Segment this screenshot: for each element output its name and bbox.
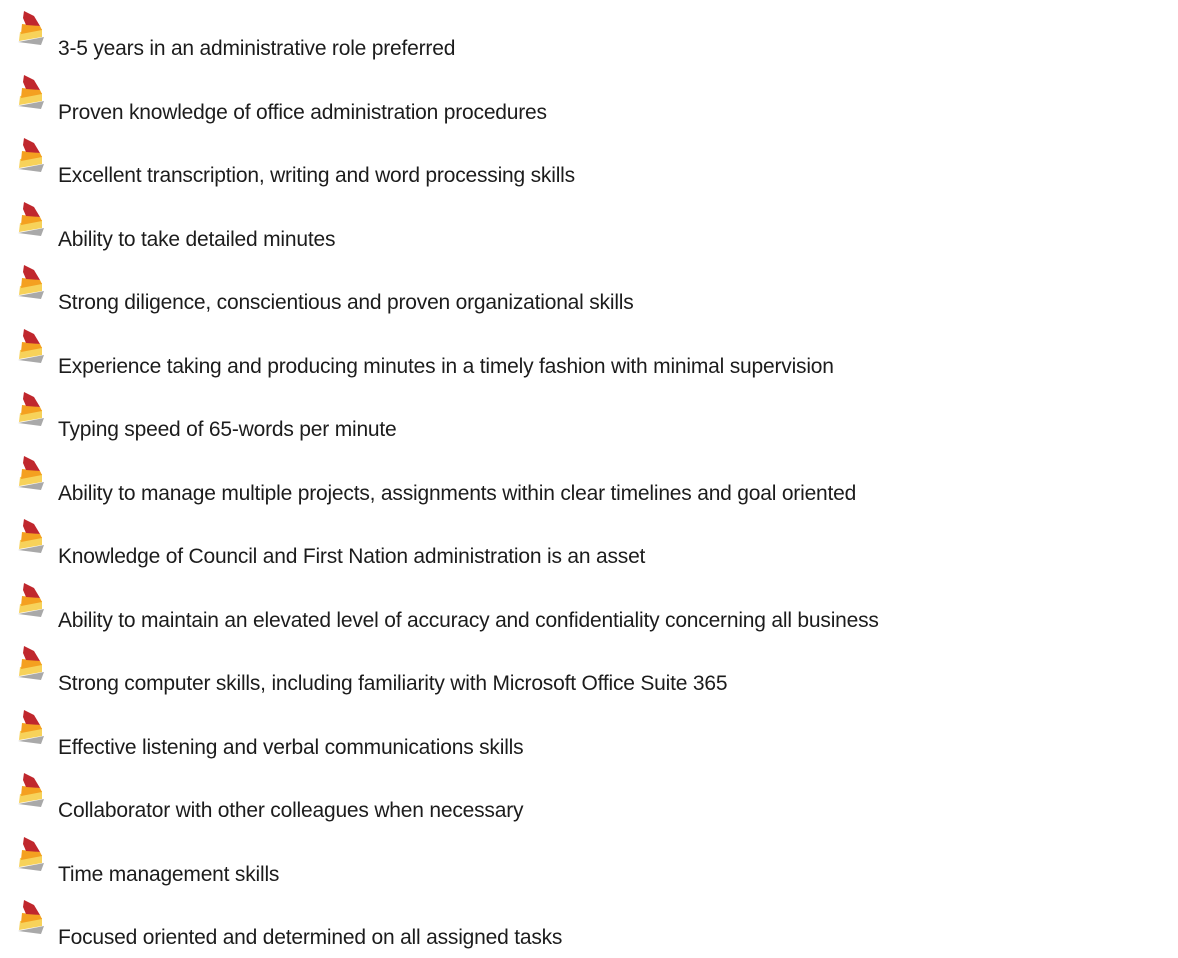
arrow-bullet-icon <box>14 455 48 491</box>
list-item-text: Knowledge of Council and First Nation administration is an asset <box>58 545 646 568</box>
list-item <box>0 68 1178 132</box>
list-item-text: Strong computer skills, including familiarity with Microsoft Office Suite 365 <box>58 672 728 695</box>
list-item <box>0 576 1178 640</box>
arrow-bullet-icon <box>14 74 48 110</box>
list-item-text: Effective listening and verbal communications skills <box>58 735 524 759</box>
arrow-bullet-icon <box>14 201 48 237</box>
list-item <box>0 258 1178 322</box>
list-item <box>0 893 1178 957</box>
list-item-text: Proven knowledge of office administration procedures <box>58 100 547 124</box>
list-item-text: Ability to maintain an elevated level of accuracy and confidentiality concerning all business <box>58 608 879 632</box>
list-item-text: Strong diligence, conscientious and proven organizational skills <box>58 291 634 314</box>
list-item <box>0 766 1178 830</box>
arrow-bullet-icon <box>14 264 48 300</box>
list-item <box>0 131 1178 195</box>
arrow-bullet-icon <box>14 645 48 681</box>
list-item <box>0 322 1178 386</box>
arrow-bullet-icon <box>14 709 48 745</box>
arrow-bullet-icon <box>14 328 48 364</box>
arrow-bullet-icon <box>14 836 48 872</box>
arrow-bullet-icon <box>14 391 48 427</box>
list-item <box>0 639 1178 703</box>
arrow-bullet-icon <box>14 10 48 46</box>
arrow-bullet-icon <box>14 137 48 173</box>
arrow-bullet-icon <box>14 772 48 808</box>
arrow-bullet-icon <box>14 582 48 618</box>
requirements-list <box>0 4 1178 957</box>
list-item <box>0 830 1178 894</box>
list-item-text: Ability to manage multiple projects, assignments within clear timelines and goal oriented <box>58 481 857 505</box>
list-item <box>0 449 1178 513</box>
list-item-text: Focused oriented and determined on all assigned tasks <box>58 926 563 949</box>
list-item-text: Typing speed of 65-words per minute <box>58 418 397 441</box>
list-item <box>0 512 1178 576</box>
list-item-text: 3-5 years in an administrative role preferred <box>58 37 456 60</box>
list-item <box>0 385 1178 449</box>
list-item-text: Collaborator with other colleagues when necessary <box>58 799 524 822</box>
list-item <box>0 4 1178 68</box>
arrow-bullet-icon <box>14 899 48 935</box>
list-item-text: Time management skills <box>58 862 280 886</box>
list-item <box>0 195 1178 259</box>
list-item-text: Experience taking and producing minutes in a timely fashion with minimal supervision <box>58 354 834 378</box>
list-item-text: Ability to take detailed minutes <box>58 227 336 251</box>
list-item-text: Excellent transcription, writing and word processing skills <box>58 164 575 187</box>
list-item <box>0 703 1178 767</box>
arrow-bullet-icon <box>14 518 48 554</box>
